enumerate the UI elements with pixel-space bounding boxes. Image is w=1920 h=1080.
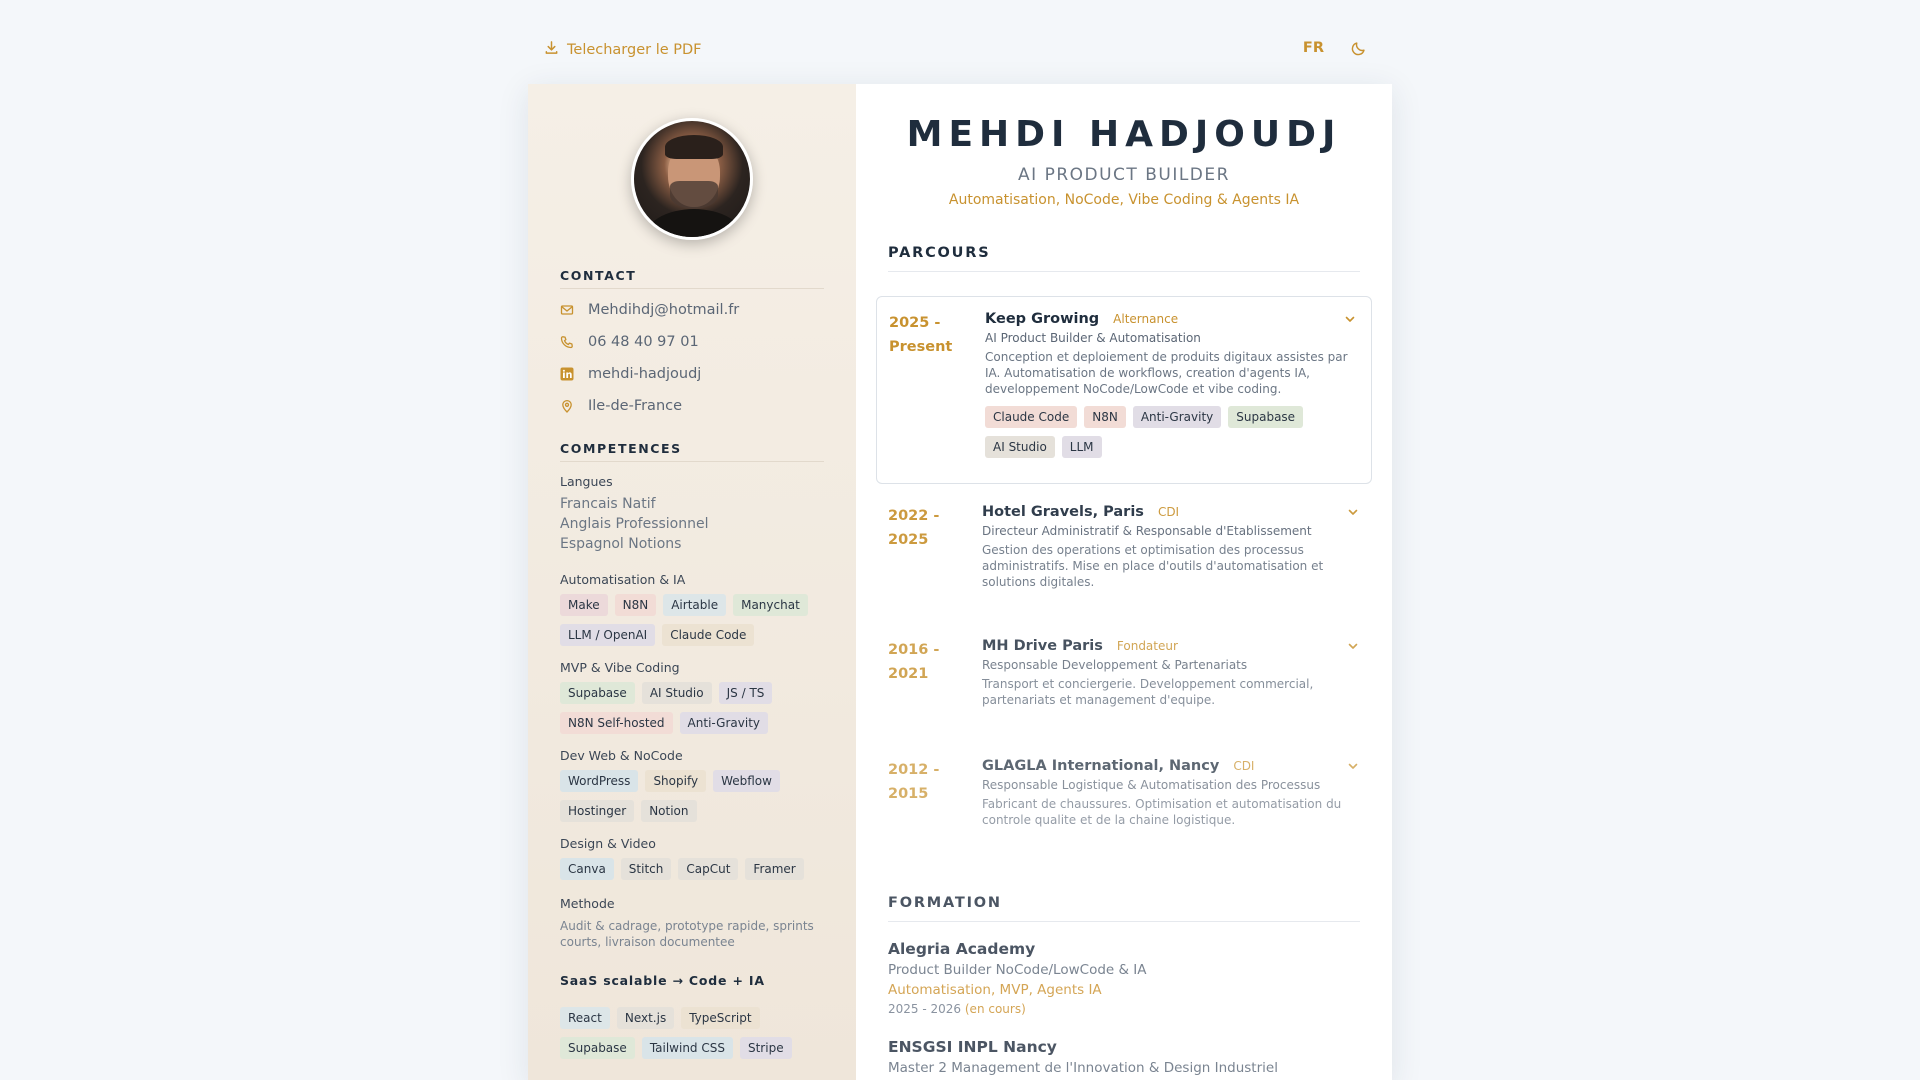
education-status: (en cours) — [964, 1002, 1026, 1016]
main-content — [856, 84, 1392, 1080]
parcours-divider — [888, 271, 1360, 272]
experience-company: MH Drive Paris — [982, 638, 1103, 654]
parcours-heading: PARCOURS — [888, 245, 991, 261]
chevron-down-icon[interactable] — [1343, 311, 1357, 325]
experience-description: Fabricant de chaussures. Optimisation et automatisation du controle qualite et de la chaine logistique. — [982, 797, 1342, 827]
skill-tag: Stitch — [621, 858, 672, 880]
formation-divider — [888, 921, 1360, 922]
sidebar — [528, 84, 856, 1080]
skills-divider — [560, 461, 824, 462]
experience-description: Transport et conciergerie. Developpement commercial, partenariats et management d'equipe. — [982, 677, 1314, 707]
saas-heading: SaaS scalable → Code + IA — [560, 973, 765, 988]
skill-tag: Tailwind CSS — [642, 1037, 733, 1059]
skill-tag: N8N Self-hosted — [560, 712, 673, 734]
skill-tag: Notion — [641, 800, 696, 822]
web-tags — [560, 770, 830, 822]
email-text: Mehdihdj@hotmail.fr — [588, 302, 740, 318]
skill-tag: Hostinger — [560, 800, 634, 822]
education-years-text: 2025 - 2026 — [888, 1002, 962, 1016]
language-item: Anglais Professionnel — [560, 516, 709, 532]
download-pdf-link[interactable] — [544, 40, 702, 59]
experience-tag: Anti-Gravity — [1133, 406, 1221, 428]
experience-tag: Supabase — [1228, 406, 1303, 428]
contact-heading: CONTACT — [560, 268, 637, 283]
chevron-down-icon[interactable] — [1346, 504, 1360, 518]
mvp-tags — [560, 682, 830, 734]
phone-icon — [560, 335, 574, 349]
method-text: Audit & cadrage, prototype rapide, sprints courts, livraison documentee — [560, 919, 814, 949]
experience-tags — [985, 406, 1355, 458]
skill-tag: TypeScript — [681, 1007, 759, 1029]
experience-title: Directeur Administratif & Responsable d'Etablissement — [982, 524, 1312, 538]
contact-location — [560, 398, 682, 414]
experience-item[interactable] — [876, 296, 1372, 484]
mail-icon — [560, 303, 574, 317]
languages-label: Langues — [560, 474, 613, 489]
experience-tag: N8N — [1084, 406, 1126, 428]
experience-item[interactable] — [876, 744, 1372, 844]
experience-title: Responsable Developpement & Partenariats — [982, 658, 1248, 672]
download-pdf-label: Telecharger le PDF — [567, 41, 702, 58]
education-degree: Master 2 Management de l'Innovation & Design Industriel — [888, 1060, 1278, 1076]
skill-tag: N8N — [615, 594, 657, 616]
experience-date: 2012 - 2015 — [888, 762, 940, 802]
experience-title: AI Product Builder & Automatisation — [985, 331, 1201, 345]
skill-tag: JS / TS — [719, 682, 773, 704]
experience-date: 2016 - 2021 — [888, 642, 940, 682]
skill-tag: CapCut — [678, 858, 738, 880]
education-degree: Product Builder NoCode/LowCode & IA — [888, 962, 1147, 978]
skill-tag: LLM / OpenAI — [560, 624, 655, 646]
skill-tag: Stripe — [740, 1037, 792, 1059]
automation-tags — [560, 594, 830, 646]
skill-tag: WordPress — [560, 770, 638, 792]
skill-tag: Canva — [560, 858, 614, 880]
location-icon — [560, 399, 574, 413]
saas-tags — [560, 1007, 830, 1059]
skill-tag: AI Studio — [642, 682, 712, 704]
experience-date: 2025 - Present — [889, 315, 953, 355]
skill-tag: Supabase — [560, 682, 635, 704]
linkedin-text: mehdi-hadjoudj — [588, 366, 702, 382]
experience-company: Hotel Gravels, Paris — [982, 504, 1144, 520]
mvp-label: MVP & Vibe Coding — [560, 660, 680, 675]
design-tags — [560, 858, 830, 880]
experience-type: CDI — [1157, 505, 1180, 519]
moon-icon — [1350, 42, 1368, 61]
skill-tag: Next.js — [617, 1007, 674, 1029]
experience-tag: LLM — [1062, 436, 1102, 458]
experience-date: 2022 - 2025 — [888, 508, 940, 548]
skill-tag: Make — [560, 594, 608, 616]
education-focus: Automatisation, MVP, Agents IA — [888, 982, 1102, 998]
language-item: Espagnol Notions — [560, 536, 682, 552]
experience-company: Keep Growing — [985, 311, 1100, 327]
resume-card — [528, 84, 1392, 1080]
theme-toggle[interactable] — [1350, 39, 1370, 59]
contact-divider — [560, 288, 824, 289]
web-label: Dev Web & NoCode — [560, 748, 683, 763]
experience-tag: AI Studio — [985, 436, 1055, 458]
experience-tag: Claude Code — [985, 406, 1077, 428]
education-item — [888, 1038, 1360, 1076]
education-item — [888, 940, 1360, 1016]
skill-tag: Airtable — [663, 594, 726, 616]
contact-phone[interactable] — [560, 334, 699, 350]
download-icon — [544, 40, 559, 59]
automation-label: Automatisation & IA — [560, 572, 686, 587]
skill-tag: Framer — [745, 858, 803, 880]
experience-title: Responsable Logistique & Automatisation des Processus — [982, 778, 1321, 792]
job-role: AI PRODUCT BUILDER — [1018, 165, 1230, 185]
skill-tag: React — [560, 1007, 610, 1029]
skill-tag: Claude Code — [662, 624, 754, 646]
education-years — [888, 1002, 1360, 1016]
experience-description: Gestion des operations et optimisation des processus administratifs. Mise en place d'outils d'automatisation et solutions digitales. — [982, 543, 1324, 589]
experience-item[interactable] — [876, 490, 1372, 610]
skill-tag: Supabase — [560, 1037, 635, 1059]
avatar — [631, 118, 753, 240]
location-text: Ile-de-France — [588, 398, 683, 414]
experience-type: CDI — [1233, 759, 1255, 773]
language-item: Francais Natif — [560, 496, 656, 512]
contact-email[interactable] — [560, 302, 739, 318]
design-label: Design & Video — [560, 836, 656, 851]
full-name: MEHDI HADJOUDJ — [906, 114, 1342, 155]
experience-company: GLAGLA International, Nancy — [982, 758, 1220, 774]
skill-tag: Anti-Gravity — [680, 712, 768, 734]
experience-type: Alternance — [1113, 312, 1179, 326]
skills-heading: COMPETENCES — [560, 441, 682, 456]
tagline: Automatisation, NoCode, Vibe Coding & Agents IA — [948, 192, 1300, 208]
chevron-down-icon[interactable] — [1346, 758, 1360, 772]
linkedin-icon — [560, 367, 574, 381]
method-label: Methode — [560, 896, 615, 911]
top-bar — [544, 38, 1380, 62]
formation-heading: FORMATION — [888, 895, 1002, 911]
experience-type: Fondateur — [1116, 639, 1178, 653]
language-toggle[interactable]: FR — [1302, 40, 1324, 56]
education-school: Alegria Academy — [888, 940, 1036, 958]
contact-linkedin[interactable] — [560, 366, 701, 382]
experience-description: Conception et deploiement de produits digitaux assistes par IA. Automatisation de workflows, creation d'agents IA, developpement NoCode/LowCode et vibe coding. — [985, 350, 1348, 396]
phone-text: 06 48 40 97 01 — [588, 334, 699, 350]
education-school: ENSGSI INPL Nancy — [888, 1038, 1057, 1056]
skill-tag: Shopify — [645, 770, 706, 792]
skill-tag: Manychat — [733, 594, 808, 616]
skill-tag: Webflow — [713, 770, 780, 792]
chevron-down-icon[interactable] — [1346, 638, 1360, 652]
experience-item[interactable] — [876, 624, 1372, 724]
